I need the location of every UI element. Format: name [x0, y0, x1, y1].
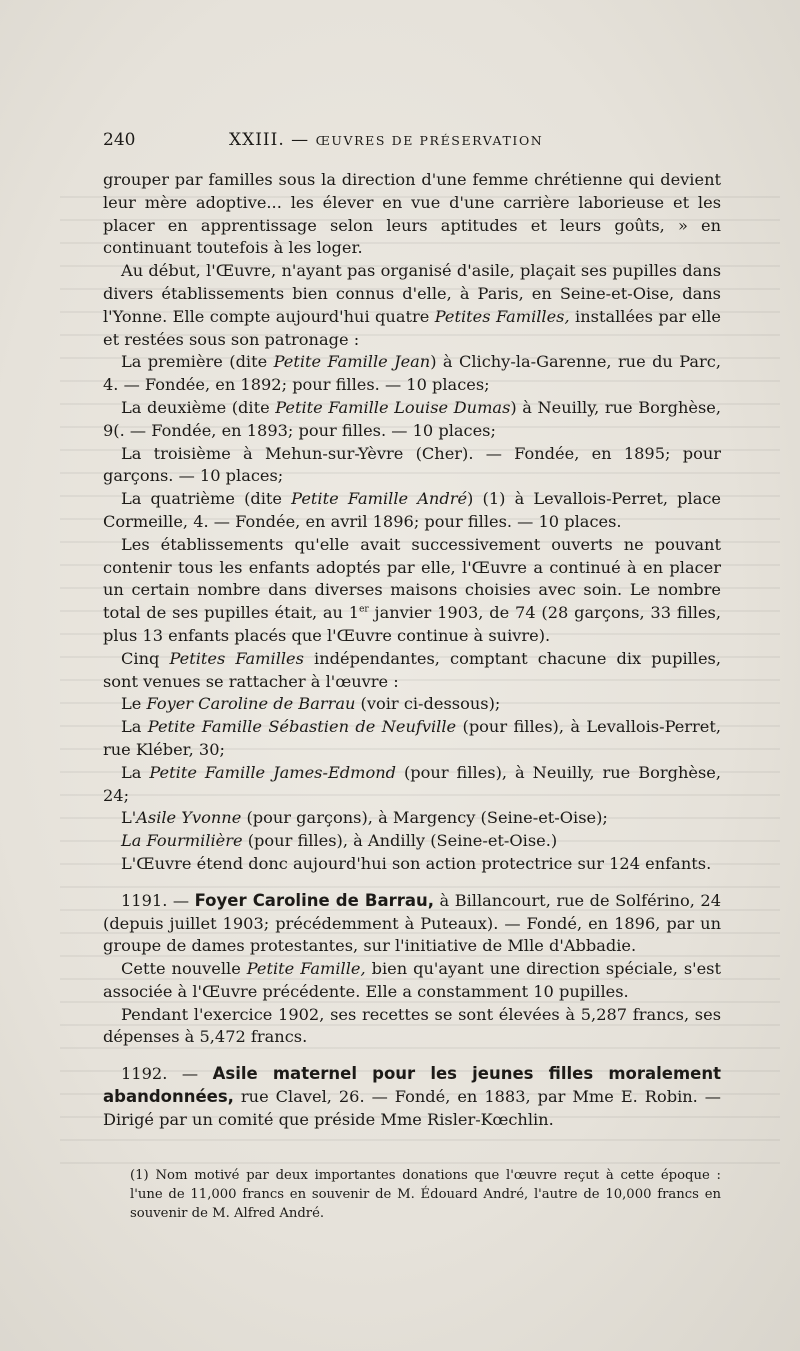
footnote-text: (1) Nom motivé par deux importantes donations que l'œuvre reçut à cette époque : l'une de 11,000 francs en souvenir de M. Édouard André, l'autre de 10,000 francs en souvenir de M. Alfred André.: [130, 1168, 721, 1221]
list-item: La Fourmilière (pour filles), à Andilly (Seine-et-Oise.): [121, 831, 558, 851]
paragraph: Les établissements qu'elle avait successivement ouverts ne pouvant contenir tous les enfants adoptés par elle, l'Œuvre a continué à en placer un certain nombre dans diverses maisons choisies avec soin. Le nombre total de ses pupilles était, au 1er janvier 1903, de 74 (28 garçons, 33 filles, plus 13 enfants placés que l'Œuvre continue à suivre).: [103, 534, 721, 645]
footnote: [130, 1166, 721, 1223]
list-item: La quatrième (dite Petite Famille André) (1) à Levallois-Perret, place Cormeille, 4. — Fondée, en avril 1896; pour filles. — 10 places.: [103, 489, 721, 531]
page-number: 240: [103, 130, 136, 150]
entry-number: 1192. —: [121, 1064, 213, 1084]
paragraph: Au début, l'Œuvre, n'ayant pas organisé d'asile, plaçait ses pupilles dans divers établissements bien connus d'elle, à Paris, en Seine-et-Oise, dans l'Yonne. Elle compte aujourd'hui quatre Petites Familles, installées par elle et restées sous son patronage :: [103, 261, 721, 349]
list-item: L'Asile Yvonne (pour garçons), à Margency (Seine-et-Oise);: [121, 808, 608, 828]
page-header: [103, 128, 721, 158]
body-text: [103, 169, 721, 1132]
paragraph: Cinq Petites Familles indépendantes, comptant chacune dix pupilles, sont venues se rattacher à l'œuvre :: [103, 648, 722, 691]
list-item: Le Foyer Caroline de Barrau (voir ci-dessous);: [121, 694, 501, 714]
entry-title: Asile maternel pour les jeunes filles moralement abandonnées,: [103, 1064, 721, 1107]
entry-1192: 1192. — Asile maternel pour les jeunes filles moralement abandonnées, rue Clavel, 26. — Fondé, en 1883, par Mme E. Robin. — Dirigé par un comité que préside Mme Risler-Kœchlin.: [103, 1064, 721, 1129]
chapter-number: XXIII. —: [229, 130, 310, 150]
running-title: [229, 130, 543, 150]
list-item: La Petite Famille Sébastien de Neufville (pour filles), à Levallois-Perret, rue Kléber, 30;: [103, 717, 722, 759]
paragraph: L'Œuvre étend donc aujourd'hui son action protectrice sur 124 enfants.: [121, 853, 712, 873]
paragraph: Pendant l'exercice 1902, ses recettes se sont élevées à 5,287 francs, ses dépenses à 5,472 francs.: [103, 1004, 721, 1047]
entry-number: 1191. —: [121, 890, 195, 910]
list-item: La deuxième (dite Petite Famille Louise Dumas) à Neuilly, rue Borghèse, 9(. — Fondée, en 1893; pour filles. — 10 places;: [103, 397, 721, 440]
paragraph: grouper par familles sous la direction d'une femme chrétienne qui devient leur mère adoptive... les élever en vue d'une carrière laborieuse et les placer en apprentissage selon leurs aptitudes et leurs goûts, » en continuant toutefois à les loger.: [103, 170, 721, 258]
list-item: La Petite Famille James-Edmond (pour filles), à Neuilly, rue Borghèse, 24;: [103, 762, 721, 805]
entry-1191: 1191. — Foyer Caroline de Barrau, à Billancourt, rue de Solférino, 24 (depuis juillet 1903; précédemment à Puteaux). — Fondé, en 1896, par un groupe de dames protestantes, sur l'initiative de Mlle d'Abbadie.: [103, 890, 721, 956]
paragraph: Cette nouvelle Petite Famille, bien qu'ayant une direction spéciale, s'est associée à l'Œuvre précédente. Elle a constamment 10 pupilles.: [103, 959, 721, 1001]
entry-title: Foyer Caroline de Barrau,: [194, 890, 435, 910]
list-item: La première (dite Petite Famille Jean) à Clichy-la-Garenne, rue du Parc, 4. — Fondée, en 1892; pour filles. — 10 places;: [103, 352, 721, 395]
running-title-text: ŒUVRES DE PRÉSERVATION: [315, 133, 544, 148]
list-item: La troisième à Mehun-sur-Yèvre (Cher). — Fondée, en 1895; pour garçons. — 10 places;: [103, 443, 721, 486]
